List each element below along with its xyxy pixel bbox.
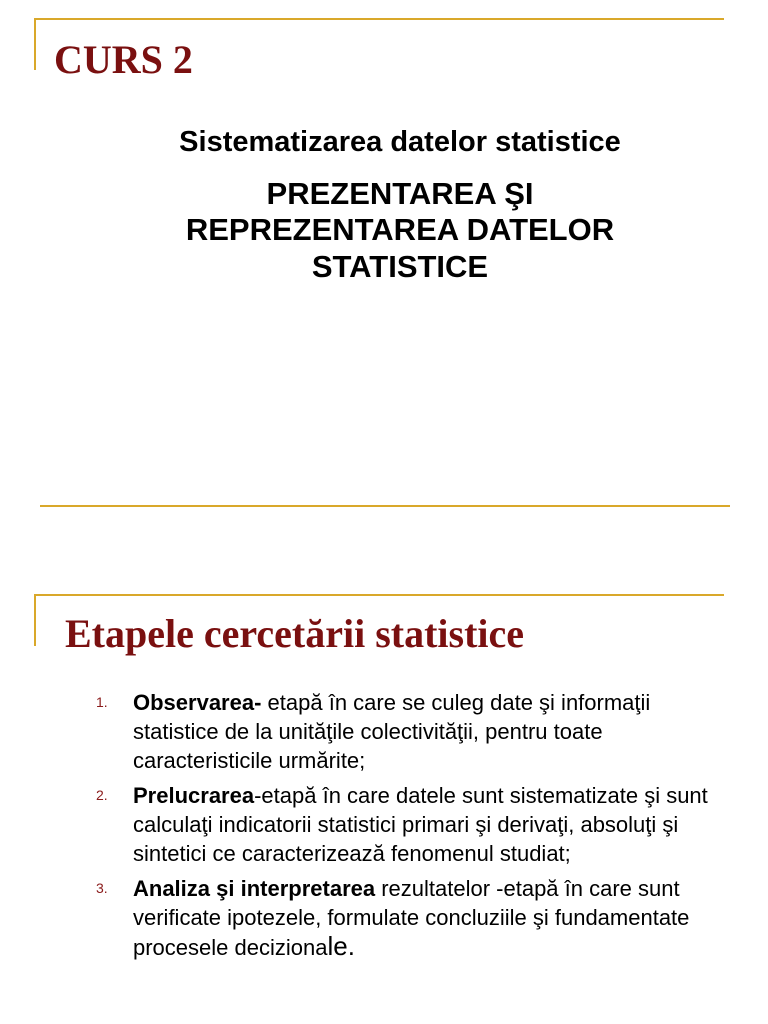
step-term: Analiza şi interpretarea <box>133 876 376 901</box>
step-text-end: le. <box>327 931 355 961</box>
bottom-accent-rule <box>40 505 730 507</box>
top-accent-rule <box>34 18 724 20</box>
list-number: 1. <box>96 694 108 710</box>
left-accent-rule <box>34 594 36 646</box>
list-item <box>0 688 768 775</box>
top-accent-rule <box>34 594 724 596</box>
slide-2 <box>0 512 768 1024</box>
left-accent-rule <box>34 18 36 70</box>
list-item <box>0 874 768 962</box>
slide-title: Etapele cercetării statistice <box>65 611 525 656</box>
step-text: rezultatelor -etapă în care sunt verificate ipotezele, formulate concluziile şi fundamentate procesele deciziona <box>133 876 690 960</box>
list-number: 2. <box>96 787 108 803</box>
steps-list <box>0 688 768 968</box>
step-text: -etapă în care datele sunt sistematizate şi sunt calculaţi indicatorii statistici primari şi derivaţi, absoluţi şi sintetici ce caracterizează fenomenul studiat; <box>133 783 708 866</box>
step-term: Prelucrarea <box>133 783 255 808</box>
title-line: PREZENTAREA ŞI <box>266 176 534 211</box>
title-line: REPREZENTAREA DATELOR <box>185 212 615 248</box>
list-number: 3. <box>96 880 108 896</box>
list-item <box>0 781 768 868</box>
step-term: Observarea- <box>133 690 262 715</box>
slide-subtitle: Sistematizarea datelor statistice <box>179 126 621 158</box>
slide-main-title <box>100 176 700 285</box>
step-text: etapă în care se culeg date şi informaţii statistice de la unităţile colectivităţii, pentru toate caracteristicile urmărite; <box>133 690 651 773</box>
title-line: STATISTICE <box>311 248 489 284</box>
course-label: CURS 2 <box>54 37 193 82</box>
